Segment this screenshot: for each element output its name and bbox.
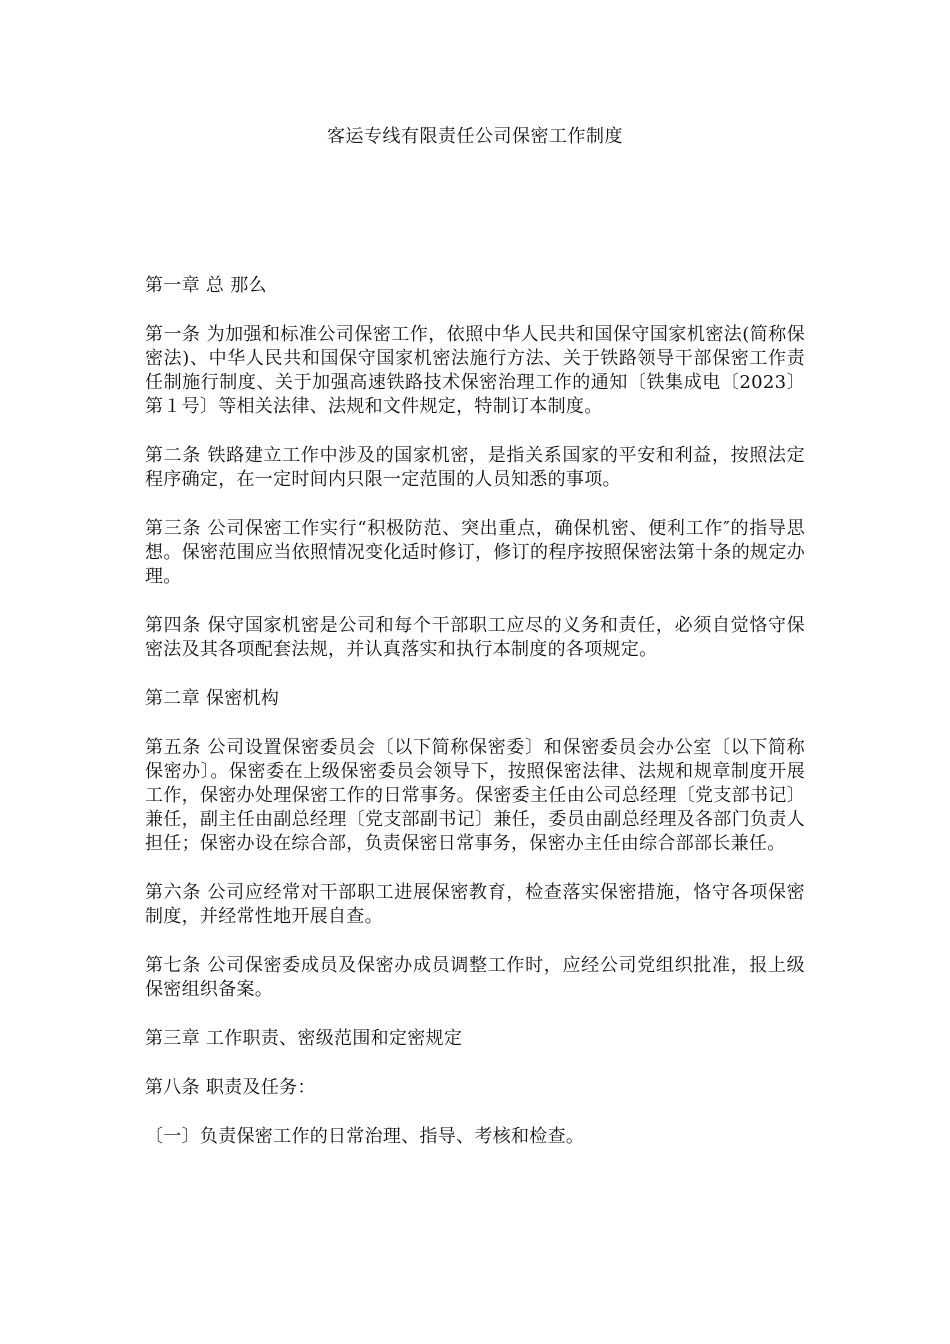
chapter-heading: 第一章 总 那么 [145,275,267,296]
chapter-heading: 第二章 保密机构 [145,688,280,709]
article-paragraph: 第三条 公司保密工作实行“积极防范、突出重点，确保机密、便利工作″的指导思想。保密范围应当依照情况变化适时修订，修订的程序按照保密法第十条的规定办理。 [145,518,805,587]
article-paragraph: 第一条 为加强和标准公司保密工作，依照中华人民共和国保守国家机密法(简称保密法)、中华人民共和国保守国家机密法施行方法、关于铁路领导干部保密工作责任制施行制度、关于加强高速铁路技术保密治理工作的通知〔铁集成电〔2023〕第１号〕等相关法律、法规和文件规定，特制订本制度。 [145,324,805,417]
article-paragraph: 第六条 公司应经常对干部职工进展保密教育，检查落实保密措施，恪守各项保密制度，并经常性地开展自查。 [145,882,805,927]
document-body [145,274,805,1174]
article-paragraph: 第八条 职责及任务： [145,1077,316,1098]
article-paragraph: 第四条 保守国家机密是公司和每个干部职工应尽的义务和责任，必须自觉恪守保密法及其各项配套法规，并认真落实和执行本制度的各项规定。 [145,615,805,660]
document-title: 客运专线有限责任公司保密工作制度 [327,126,623,147]
chapter-heading: 第三章 工作职责、密级范围和定密规定 [145,1028,463,1049]
article-paragraph: 第五条 公司设置保密委员会〔以下简称保密委〕和保密委员会办公室〔以下简称保密办〕。保密委在上级保密委员会领导下，按照保密法律、法规和规章制度开展工作，保密办处理保密工作的日常事务。保密委主任由公司总经理〔党支部书记〕兼任，副主任由副总经理〔党支部副书记〕兼任，委员由副总经理及各部门负责人担任；保密办设在综合部，负责保密日常事务，保密办主任由综合部部长兼任。 [145,737,805,854]
list-item: 〔一〕负责保密工作的日常治理、指导、考核和检查。 [145,1126,585,1147]
article-paragraph: 第二条 铁路建立工作中涉及的国家机密，是指关系国家的平安和利益，按照法定程序确定，在一定时间内只限一定范围的人员知悉的事项。 [145,445,805,490]
article-paragraph: 第七条 公司保密委成员及保密办成员调整工作时，应经公司党组织批准，报上级保密组织备案。 [145,955,805,1000]
